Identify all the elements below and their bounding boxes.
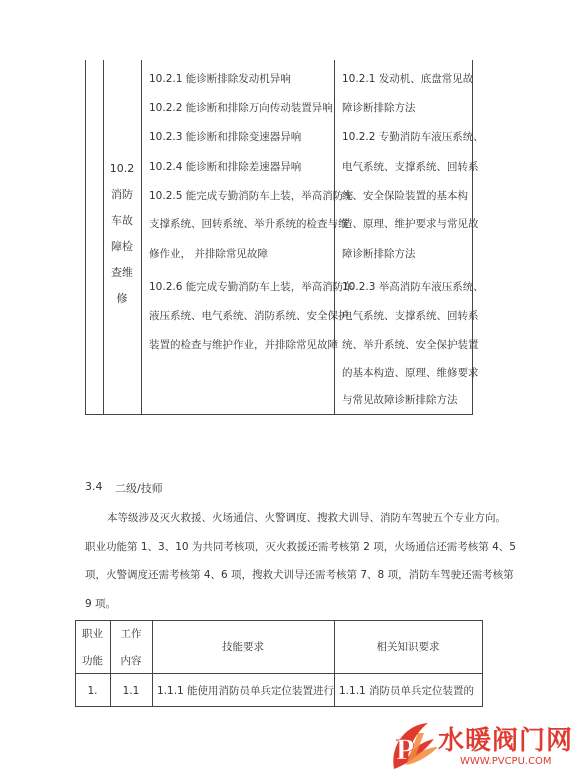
header-col2: 内容: [120, 655, 142, 667]
paragraph-line: 9 项。: [85, 598, 117, 610]
row1-col4: 1.1.1 消防员单兵定位装置的: [339, 685, 475, 697]
knowledge-line: 障诊断排除方法: [342, 102, 416, 114]
watermark-brand: 水暖阀门网: [438, 726, 573, 756]
knowledge-line: 10.2.2 专勤消防车液压系统、: [342, 131, 484, 143]
knowledge-line: 统、举升系统、安全保护装置: [342, 339, 479, 351]
table1-border-bottom: [85, 414, 473, 415]
module-line: 障检: [111, 240, 133, 253]
header-col1: 职业: [82, 628, 103, 640]
watermark-url: WWW.PVCPU.COM: [460, 756, 552, 767]
skill-line: 10.2.5 能完成专勤消防车上装，举高消防车: [149, 190, 354, 202]
table1-border-left: [85, 60, 86, 415]
header-col4: 相关知识要求: [376, 641, 440, 653]
header-col2: 工作: [120, 628, 142, 640]
skill-line: 10.2.4 能诊断和排除差速器异响: [149, 161, 302, 173]
paragraph-line: 项，火警调度还需考核第 4、6 项，搜救犬训导还需考核第 7、8 项，消防车驾驶还需考核第: [85, 569, 514, 581]
knowledge-line: 的基本构造、原理、维修要求: [342, 367, 479, 379]
pv-logo-icon: [388, 717, 444, 775]
module-line: 10.2: [109, 162, 135, 175]
row1-col1: 1.: [87, 685, 98, 697]
skill-line: 支撑系统、回转系统、举升系统的检查与维: [149, 218, 349, 230]
knowledge-line: 10.2.3 举高消防车液压系统、: [342, 281, 484, 293]
knowledge-line: 统、安全保险装置的基本构: [342, 190, 468, 202]
paragraph-line: 职业功能第 1、3、10 为共同考核项，灭火救援还需考核第 2 项，火场通信还需考核第 4、5: [85, 541, 516, 553]
table1-border-col3: [334, 60, 335, 415]
skill-line: 装置的检查与维护作业，并排除常见故障: [149, 339, 338, 351]
table1-border-col2: [141, 60, 142, 415]
table1-border-col1: [103, 60, 104, 415]
table2-border-col3: [334, 620, 335, 707]
paragraph-line: 本等级涉及灭火救援、火场通信、火警调度、搜救犬训导、消防车驾驶五个专业方向。: [107, 512, 506, 524]
header-col3: 技能要求: [222, 641, 264, 653]
table1-border-right: [472, 60, 473, 415]
knowledge-line: 障诊断排除方法: [342, 248, 416, 260]
row1-col2: 1.1: [122, 685, 140, 697]
knowledge-line: 与常见故障诊断排除方法: [342, 394, 458, 406]
knowledge-line: 电气系统、支撑系统、回转系: [342, 310, 479, 322]
row1-col3: 1.1.1 能使用消防员单兵定位装置进行: [157, 685, 335, 697]
watermark-logo: [388, 717, 573, 778]
module-line: 消防: [111, 188, 133, 201]
knowledge-line: 造、原理、维护要求与常见故: [342, 218, 479, 230]
header-col1: 功能: [82, 655, 103, 667]
table2-border-row1-bottom: [75, 706, 483, 707]
table2-border-col2: [152, 620, 153, 707]
skill-line: 10.2.3 能诊断和排除变速器异响: [149, 131, 302, 143]
skill-line: 液压系统、电气系统、消防系统、安全保护: [149, 310, 349, 322]
skill-line: 10.2.2 能诊断和排除万向传动装置异响: [149, 102, 333, 114]
skill-line: 10.2.1 能诊断排除发动机异响: [149, 73, 291, 85]
skill-line: 10.2.6 能完成专勤消防车上装，举高消防车: [149, 281, 354, 293]
table2-border-top: [75, 620, 483, 621]
table2-border-right: [482, 620, 483, 707]
section-number: 3.4: [85, 480, 103, 493]
svg-text:P: P: [396, 733, 415, 766]
module-line: 车故: [111, 214, 133, 227]
knowledge-line: 10.2.1 发动机、底盘常见故: [342, 73, 474, 85]
module-line: 修: [116, 292, 128, 305]
section-title: 二级/技师: [115, 482, 163, 495]
module-line: 查维: [111, 266, 133, 279]
knowledge-line: 电气系统、支撑系统、回转系: [342, 161, 479, 173]
skill-line: 修作业， 并排除常见故障: [149, 248, 268, 260]
table2-border-header-bottom: [75, 673, 483, 674]
